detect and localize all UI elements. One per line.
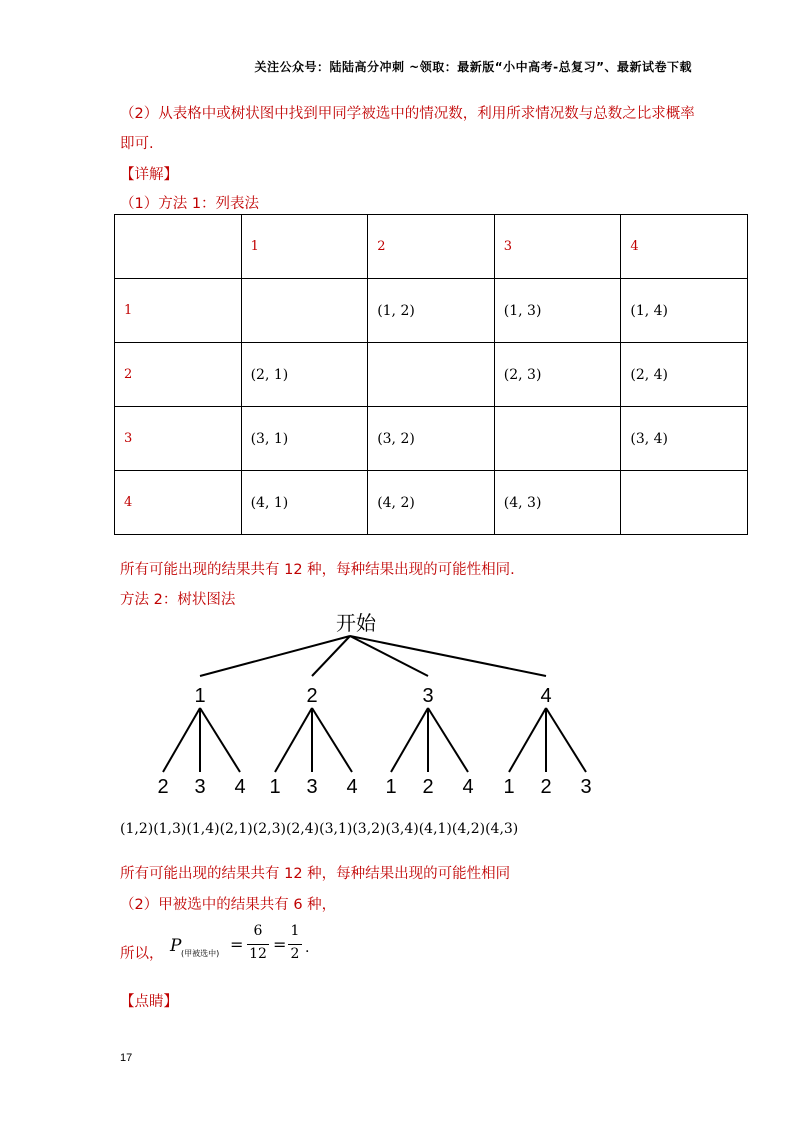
table-header-row [115, 215, 748, 279]
tree-diagram [0, 600, 800, 810]
table-cell: 2 [115, 343, 242, 407]
table-cell: 3 [115, 407, 242, 471]
tree-leaf-label: 3 [194, 776, 206, 798]
prob-symbol: P [170, 936, 182, 956]
tree-leaf-label: 3 [306, 776, 318, 798]
table-cell: (1, 4) [621, 279, 748, 343]
tree-edge [275, 708, 312, 772]
formula-period: . [305, 940, 310, 956]
table-cell: (2, 4) [621, 343, 748, 407]
fraction-bar-1 [247, 944, 269, 945]
table-cell [494, 407, 621, 471]
point-heading: 【点睛】 [120, 994, 178, 1010]
summary-1: 所有可能出现的结果共有 12 种，每种结果出现的可能性相同. [120, 562, 515, 578]
tree-edges [163, 636, 586, 772]
table-row [115, 343, 748, 407]
equals-sign-2: = [273, 935, 287, 954]
tree-leaf-label: 1 [503, 776, 515, 798]
table-cell: (3, 2) [368, 407, 495, 471]
table-cell: 4 [115, 471, 242, 535]
table-cell: 1 [241, 215, 368, 279]
tree-branch-label: 2 [306, 685, 318, 707]
page-header: 关注公众号：陆陆高分冲刺 ~领取：最新版“小中高考-总复习”、最新试卷下载 [254, 60, 692, 74]
tree-leaf-label: 1 [385, 776, 397, 798]
table-cell [115, 215, 242, 279]
tree-edge [200, 636, 350, 676]
method1-title: （1）方法 1：列表法 [120, 196, 260, 212]
tree-edge [546, 708, 586, 772]
tree-leaf-label: 1 [269, 776, 281, 798]
tree-edge [163, 708, 200, 772]
part2-line: （2）甲被选中的结果共有 6 种， [120, 897, 337, 913]
table-cell: (4, 2) [368, 471, 495, 535]
table-cell: (2, 3) [494, 343, 621, 407]
tree-edge [509, 708, 546, 772]
table-cell [621, 471, 748, 535]
tree-branch-label: 1 [194, 685, 206, 707]
table-cell: (4, 1) [241, 471, 368, 535]
table-row [115, 471, 748, 535]
table-row [115, 407, 748, 471]
table-cell: (2, 1) [241, 343, 368, 407]
tree-root-label: 开始 [336, 613, 376, 635]
prob-prefix: 所以， [120, 946, 164, 962]
table-row [115, 279, 748, 343]
tree-branch-label: 3 [422, 685, 434, 707]
table-cell: (3, 4) [621, 407, 748, 471]
table-cell: (4, 3) [494, 471, 621, 535]
tree-branch-label: 4 [540, 685, 552, 707]
table-cell [241, 279, 368, 343]
table-cell: (1, 2) [368, 279, 495, 343]
fraction-numerator-1: 6 [253, 923, 263, 939]
table-cell: (1, 3) [494, 279, 621, 343]
tree-leaf-label: 3 [580, 776, 592, 798]
intro-line-1: （2）从表格中或树状图中找到甲同学被选中的情况数，利用所求情况数与总数之比求概率 [120, 106, 695, 122]
prob-subscript: (甲被选中) [181, 949, 220, 958]
table-cell [368, 343, 495, 407]
table-cell: 2 [368, 215, 495, 279]
tree-leaf-label: 4 [346, 776, 358, 798]
tree-leaf-label: 4 [234, 776, 246, 798]
fraction-denominator-1: 12 [249, 946, 267, 962]
tree-edge [200, 708, 240, 772]
fraction-bar-2 [288, 944, 302, 945]
table-cell: 4 [621, 215, 748, 279]
table-cell: (3, 1) [241, 407, 368, 471]
outcome-sequence: (1,2)(1,3)(1,4)(2,1)(2,3)(2,4)(3,1)(3,2)(3,4)(4,1)(4,2)(4,3) [120, 821, 519, 837]
method2-title: 方法 2：树状图法 [120, 592, 236, 608]
tree-edge [312, 708, 352, 772]
tree-edge [391, 708, 428, 772]
tree-leaf-label: 2 [540, 776, 552, 798]
probability-formula [120, 923, 420, 970]
tree-leaf-label: 2 [422, 776, 434, 798]
tree-leaf-label: 2 [157, 776, 169, 798]
page-number: 17 [120, 1052, 133, 1064]
outcome-table [114, 214, 748, 535]
table-cell: 3 [494, 215, 621, 279]
tree-edge [350, 636, 428, 676]
intro-line-2: 即可. [120, 136, 154, 152]
summary-2: 所有可能出现的结果共有 12 种，每种结果出现的可能性相同 [120, 866, 511, 882]
table-cell: 1 [115, 279, 242, 343]
tree-leaf-label: 4 [462, 776, 474, 798]
tree-edge [350, 636, 546, 676]
detail-heading: 【详解】 [120, 167, 178, 183]
equals-sign-1: = [230, 935, 244, 954]
fraction-numerator-2: 1 [290, 923, 300, 939]
fraction-denominator-2: 2 [290, 946, 300, 962]
tree-edge [428, 708, 468, 772]
